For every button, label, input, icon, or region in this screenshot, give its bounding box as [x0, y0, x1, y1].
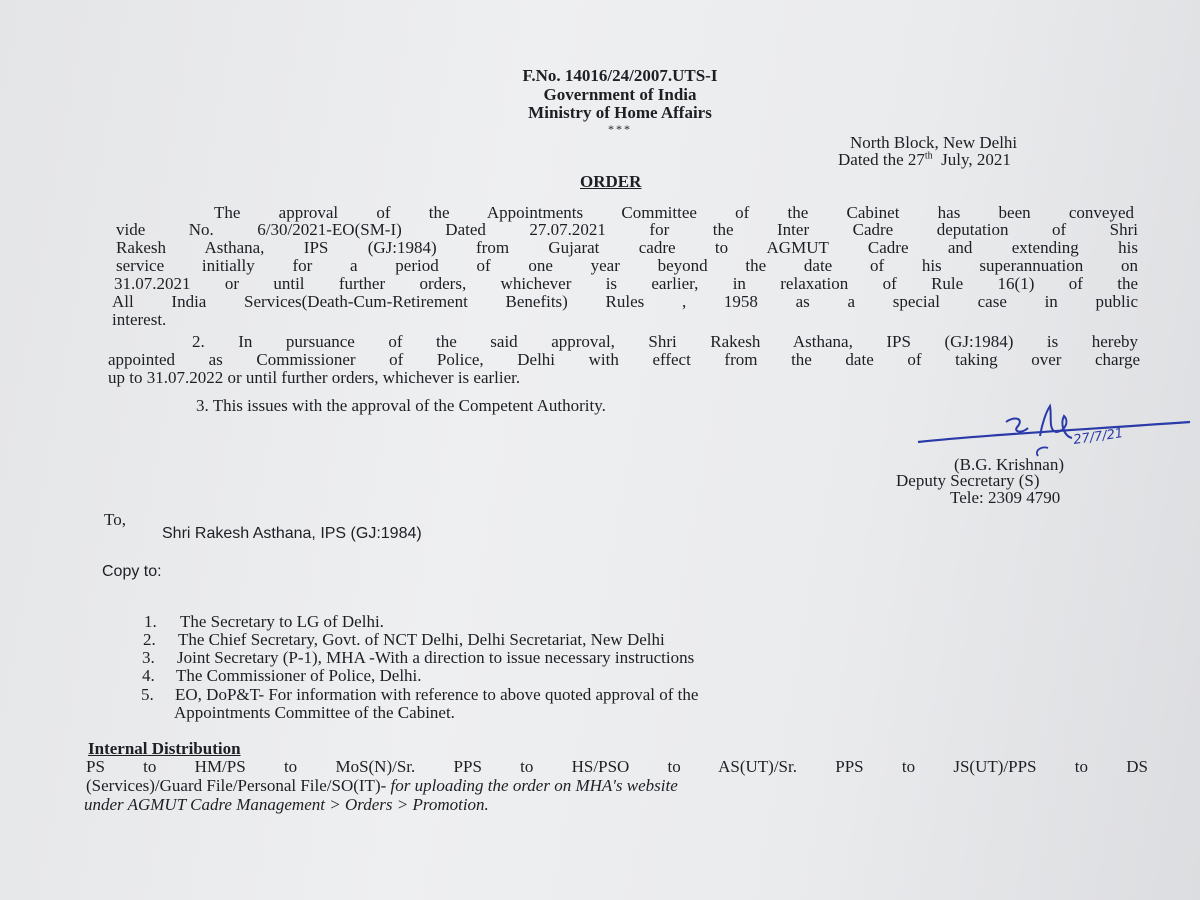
copy-item-number: 4. [142, 666, 155, 685]
signature-image [914, 402, 1194, 462]
date-prefix: Dated the 27 [838, 150, 925, 169]
para1-line: The approval of the Appointments Committee of the Cabinet has been conveyed [214, 203, 1134, 222]
copy-item-number: 3. [142, 648, 155, 667]
copy-item-number: 5. [141, 685, 154, 704]
government-name: Government of India [543, 85, 697, 104]
copy-item-continuation: Appointments Committee of the Cabinet. [174, 703, 455, 722]
order-title: ORDER [580, 172, 642, 191]
copy-label: Copy to: [102, 563, 162, 580]
para1-line: vide No. 6/30/2021-EO(SM-I) Dated 27.07.2021 for the Inter Cadre deputation of Shri [116, 220, 1138, 239]
place: North Block, New Delhi [850, 133, 1018, 152]
para1-line: Rakesh Asthana, IPS (GJ:1984) from Gujarat cadre to AGMUT Cadre and extending his [116, 238, 1138, 257]
to-name: Shri Rakesh Asthana, IPS (GJ:1984) [162, 525, 422, 542]
copy-item-number: 1. [144, 612, 157, 631]
date-line [838, 150, 1011, 170]
para1-line: service initially for a period of one year beyond the date of his superannuation on [116, 256, 1138, 275]
para2-line: appointed as Commissioner of Police, Delhi with effect from the date of taking over charge [108, 350, 1140, 369]
para2-line: up to 31.07.2022 or until further orders, whichever is earlier. [108, 368, 521, 387]
date-suffix: July, 2021 [932, 150, 1011, 169]
to-label: To, [104, 510, 126, 529]
header-stars: *** [608, 122, 632, 136]
file-number: F.No. 14016/24/2007.UTS-I [522, 66, 718, 85]
copy-item-text: Joint Secretary (P-1), MHA -With a direction to issue necessary instructions [177, 648, 695, 667]
signature-date: 27/7/21 [1072, 426, 1125, 448]
signatory-name: (B.G. Krishnan) [954, 455, 1065, 474]
internal-line [86, 776, 678, 796]
internal-line2-italic: for uploading the order on MHA's website [390, 776, 678, 795]
internal-distribution-title: Internal Distribution [88, 739, 241, 758]
copy-item-text: EO, DoP&T- For information with reference to above quoted approval of the [175, 685, 699, 704]
para2-line: 2. In pursuance of the said approval, Shri Rakesh Asthana, IPS (GJ:1984) is hereby [192, 332, 1138, 351]
internal-line: under AGMUT Cadre Management > Orders > Promotion. [84, 795, 489, 814]
para1-line: 31.07.2021 or until further orders, whichever is earlier, in relaxation of Rule 16(1) of the [114, 274, 1138, 293]
internal-line2-plain: (Services)/Guard File/Personal File/SO(IT)- [86, 776, 391, 795]
date-sup: th [924, 150, 933, 162]
ministry-name: Ministry of Home Affairs [528, 103, 712, 122]
copy-item-text: The Secretary to LG of Delhi. [180, 612, 384, 631]
copy-item-text: The Chief Secretary, Govt. of NCT Delhi, Delhi Secretariat, New Delhi [178, 630, 665, 649]
internal-line: PS to HM/PS to MoS(N)/Sr. PPS to HS/PSO to AS(UT)/Sr. PPS to JS(UT)/PPS to DS [86, 757, 1148, 776]
para1-line: interest. [112, 310, 167, 329]
para3: 3. This issues with the approval of the Competent Authority. [196, 396, 606, 415]
copy-item-text: The Commissioner of Police, Delhi. [176, 666, 422, 685]
copy-item-number: 2. [143, 630, 156, 649]
signatory-tele: Tele: 2309 4790 [950, 488, 1061, 507]
signatory-designation: Deputy Secretary (S) [896, 471, 1040, 490]
para1-line: All India Services(Death-Cum-Retirement Benefits) Rules , 1958 as a special case in public [112, 292, 1138, 311]
